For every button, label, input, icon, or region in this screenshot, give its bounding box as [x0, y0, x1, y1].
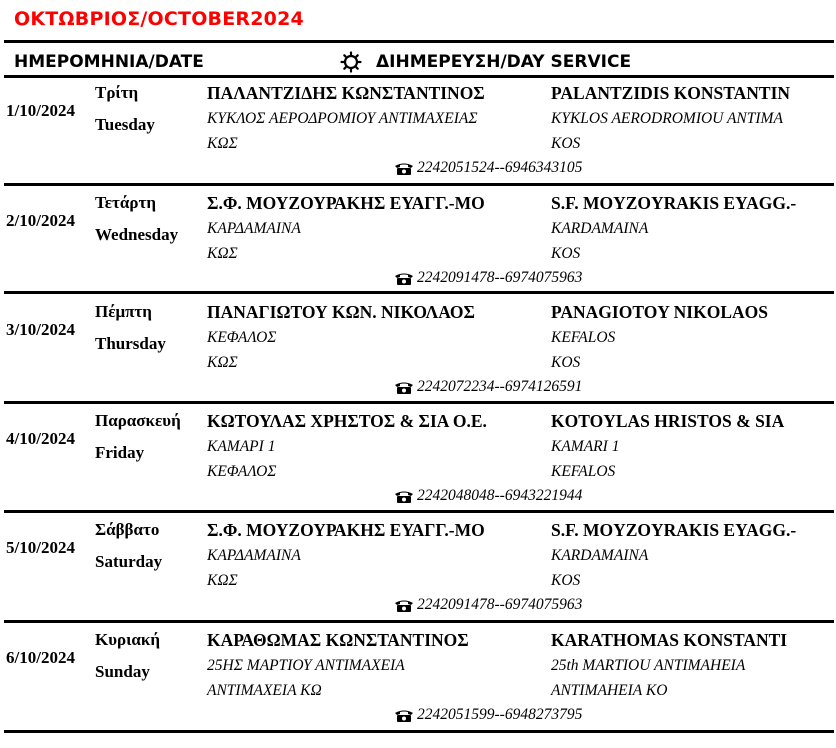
city-english: KOS — [551, 354, 581, 371]
address-greek: ΚΕΦΑΛΟΣ — [207, 329, 277, 346]
phone-icon — [394, 271, 414, 285]
address-english: KEFALOS — [551, 329, 616, 346]
phone-number: 2242072234--6974126591 — [417, 378, 583, 395]
entry-date: 3/10/2024 — [6, 320, 75, 339]
city-english: KEFALOS — [551, 463, 616, 480]
address-english: KAMARI 1 — [551, 438, 620, 455]
entry-date: 2/10/2024 — [6, 211, 75, 230]
phone-line — [394, 378, 582, 396]
column-header — [0, 48, 836, 76]
pharmacy-name-greek: ΠΑΝΑΓΙΩΤΟΥ ΚΩΝ. ΝΙΚΟΛΑΟΣ — [207, 302, 475, 322]
phone-line — [394, 487, 582, 505]
pharmacy-name-english: KARATHOMAS KONSTANTI — [551, 630, 788, 650]
pharmacy-name-english: PALANTZIDIS KONSTANTIN — [551, 83, 791, 103]
entry-day-greek: Σάββατο — [95, 520, 160, 539]
pharmacy-entry — [0, 519, 836, 629]
pharmacy-entry — [0, 629, 836, 739]
address-greek: ΚΥΚΛΟΣ ΑΕΡΟΔΡΟΜΙΟΥ ΑΝΤΙΜΑΧΕΙΑΣ — [207, 110, 478, 127]
pharmacy-entry — [0, 301, 836, 411]
entry-day-english: Tuesday — [95, 115, 155, 134]
phone-icon — [394, 489, 414, 503]
phone-number: 2242051524--6946343105 — [417, 159, 583, 176]
phone-icon — [394, 380, 414, 394]
entry-date: 1/10/2024 — [6, 101, 75, 120]
address-english: KARDAMAINA — [551, 220, 649, 237]
address-greek: ΚΑΡΔΑΜΑΙΝΑ — [207, 220, 301, 237]
city-english: KOS — [551, 572, 581, 589]
pharmacy-name-greek: ΠΑΛΑΝΤΖΙΔΗΣ ΚΩΝΣΤΑΝΤΙΝΟΣ — [207, 83, 485, 103]
entry-day-greek: Παρασκευή — [95, 411, 181, 430]
pharmacy-name-greek: Σ.Φ. ΜΟΥΖΟΥΡΑΚΗΣ ΕΥΑΓΓ.-ΜΟ — [207, 520, 485, 540]
entry-divider — [4, 183, 834, 186]
service-header-label: ΔΙΗΜΕΡΕΥΣΗ/DAY SERVICE — [376, 52, 632, 72]
pharmacy-entry — [0, 82, 836, 192]
address-english: KYKLOS AERODROMIOU ANTIMA — [551, 110, 783, 127]
service-column-header — [340, 51, 631, 73]
entry-date: 6/10/2024 — [6, 648, 75, 667]
phone-number: 2242048048--6943221944 — [417, 487, 583, 504]
city-greek: ΚΩΣ — [207, 135, 238, 152]
address-english: KARDAMAINA — [551, 547, 649, 564]
address-greek: 25ΗΣ ΜΑΡΤΙΟΥ ΑΝΤΙΜΑΧΕΙΑ — [207, 657, 405, 674]
city-english: ANTIMAHEIA KO — [551, 682, 668, 699]
city-greek: ΚΩΣ — [207, 354, 238, 371]
entry-day-greek: Τετάρτη — [95, 193, 156, 212]
sun-icon — [340, 51, 362, 73]
page-title: ΟΚΤΩΒΡΙΟΣ/OCTOBER2024 — [14, 8, 304, 30]
phone-icon — [394, 708, 414, 722]
pharmacy-name-greek: ΚΑΡΑΘΩΜΑΣ ΚΩΝΣΤΑΝΤΙΝΟΣ — [207, 630, 469, 650]
pharmacy-name-english: S.F. MOYZOYRAKIS EYAGG.- — [551, 520, 797, 540]
city-english: KOS — [551, 245, 581, 262]
pharmacy-name-english: KOTOYLAS HRISTOS & SIA — [551, 411, 785, 431]
city-greek: ΚΕΦΑΛΟΣ — [207, 463, 277, 480]
phone-line — [394, 596, 582, 614]
entry-divider — [4, 291, 834, 294]
entry-divider — [4, 401, 834, 404]
phone-number: 2242091478--6974075963 — [417, 269, 583, 286]
pharmacy-name-english: S.F. MOYZOYRAKIS EYAGG.- — [551, 193, 797, 213]
entry-day-english: Sunday — [95, 662, 150, 681]
pharmacy-name-greek: Σ.Φ. ΜΟΥΖΟΥΡΑΚΗΣ ΕΥΑΓΓ.-ΜΟ — [207, 193, 485, 213]
phone-line — [394, 269, 582, 287]
entry-divider — [4, 730, 834, 733]
entry-day-greek: Πέμπτη — [95, 302, 152, 321]
entry-date: 5/10/2024 — [6, 538, 75, 557]
header-top-divider — [4, 40, 834, 43]
header-bottom-divider — [4, 75, 834, 78]
phone-line — [394, 706, 582, 724]
city-greek: ΑΝΤΙΜΑΧΕΙΑ ΚΩ — [207, 682, 322, 699]
phone-number: 2242051599--6948273795 — [417, 706, 583, 723]
address-greek: ΚΑΡΔΑΜΑΙΝΑ — [207, 547, 301, 564]
pharmacy-name-greek: ΚΩΤΟΥΛΑΣ ΧΡΗΣΤΟΣ & ΣΙΑ Ο.Ε. — [207, 411, 487, 431]
phone-line — [394, 159, 582, 177]
city-greek: ΚΩΣ — [207, 572, 238, 589]
date-column-header: ΗΜΕΡΟΜΗΝΙΑ/DATE — [14, 52, 204, 72]
address-greek: ΚΑΜΑΡΙ 1 — [207, 438, 276, 455]
entry-day-english: Friday — [95, 443, 145, 462]
entry-divider — [4, 510, 834, 513]
address-english: 25th MARTIOU ANTIMAHEIA — [551, 657, 746, 674]
phone-icon — [394, 161, 414, 175]
city-greek: ΚΩΣ — [207, 245, 238, 262]
entry-day-english: Thursday — [95, 334, 166, 353]
city-english: KOS — [551, 135, 581, 152]
entry-divider — [4, 620, 834, 623]
entry-day-english: Wednesday — [95, 225, 179, 244]
phone-icon — [394, 598, 414, 612]
entry-day-english: Saturday — [95, 552, 163, 571]
pharmacy-entry — [0, 410, 836, 520]
pharmacy-entry — [0, 192, 836, 302]
entry-day-greek: Τρίτη — [95, 83, 139, 102]
phone-number: 2242091478--6974075963 — [417, 596, 583, 613]
pharmacy-name-english: PANAGIOTOY NIKOLAOS — [551, 302, 768, 322]
entry-day-greek: Κυριακή — [95, 630, 160, 649]
entry-date: 4/10/2024 — [6, 429, 75, 448]
